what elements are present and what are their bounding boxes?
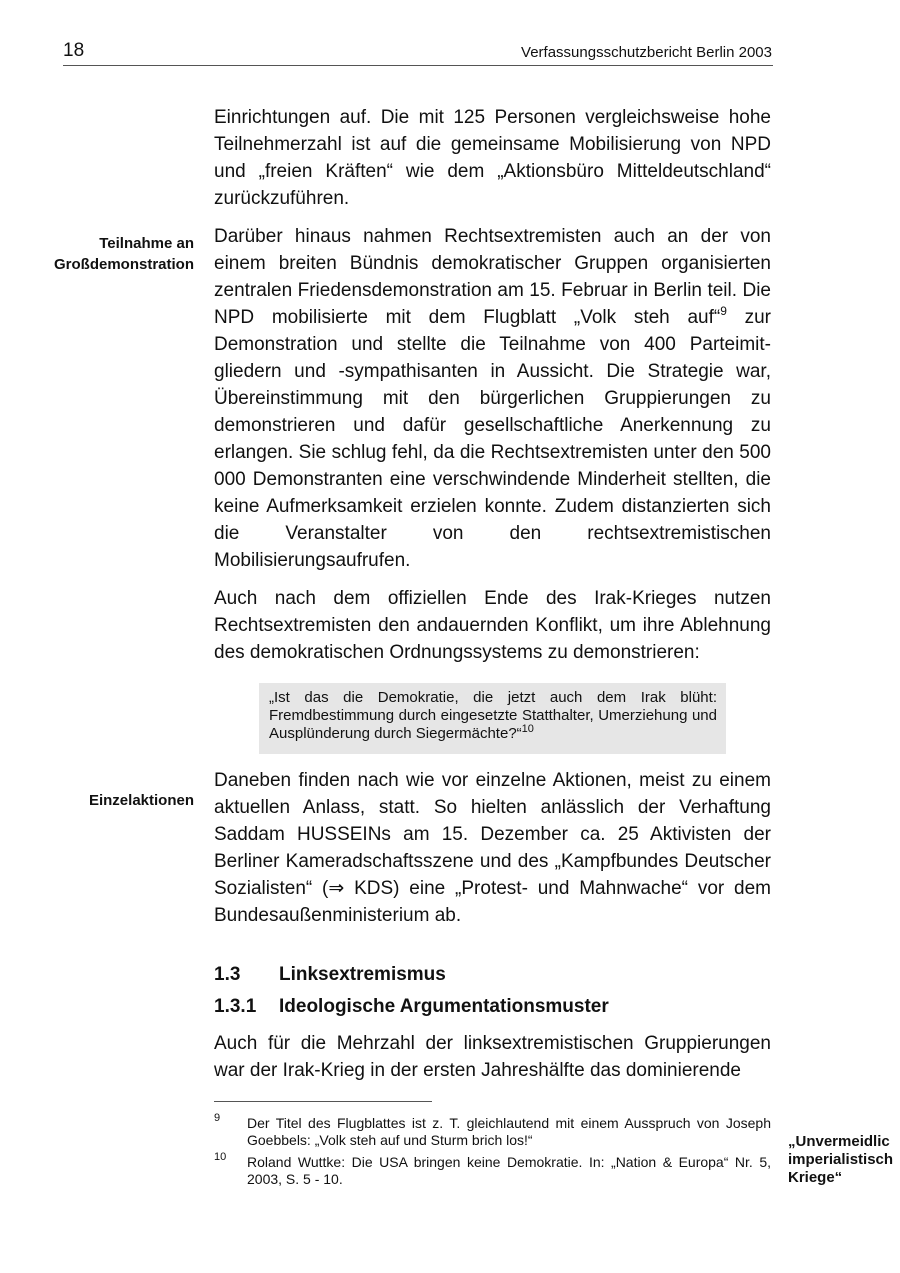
section-heading-1-3: [214, 964, 446, 986]
page-number: 18: [63, 40, 85, 61]
section-heading-1-3-1: [214, 996, 609, 1018]
paragraph-5: Auch für die Mehrzahl der linksextremistischen Gruppierungen war der Irak-Krieg in der ersten Jahreshälfte das dominierende: [214, 1033, 771, 1081]
section-number: 1.3.1: [214, 996, 257, 1017]
margin-note-line: Großdemonstration: [53, 256, 194, 273]
paragraph-2: [214, 223, 771, 574]
paragraph-1: Einrichtungen auf. Die mit 125 Personen vergleichsweise hohe Teilnehmerzahl ist auf die gemeinsame Mobilisierung von NPD und „freien Kräften“ wie dem „Aktionsbüro Mitteldeutschland“ zurückzuführen.: [214, 107, 771, 209]
quote-text: [269, 689, 717, 743]
footnote-rule: [214, 1101, 432, 1102]
footnote-mark-10: 10: [214, 1151, 227, 1163]
section-number: 1.3: [214, 964, 241, 985]
running-title: Verfassungsschutzbericht Berlin 2003: [521, 44, 772, 61]
quote-body: „Ist das die Demokratie, die jetzt auch dem Irak blüht: Fremdbestimmung durch eingesetzte Statthalter, Umerziehung und Ausplünderung durch Siegermächte?“: [269, 689, 717, 742]
callout-line: imperialistisch: [788, 1151, 894, 1168]
callout-line: Kriege“: [788, 1169, 843, 1186]
paragraph-4: Daneben finden nach wie vor einzelne Aktionen, meist zu einem aktuellen Anlass, statt. So hielten anlässlich der Verhaftung Saddam HUSSEINs am 15. Dezember ca. 25 Aktivisten der Berliner Kameradschaftsszene und des „Kampfbundes Deutscher Sozialisten“ (⇒ KDS) eine „Protest- und Mahnwache“ vor dem Bundesaußenministerium ab.: [214, 770, 771, 926]
margin-note-einzelaktionen: Einzelaktionen: [88, 792, 194, 809]
margin-note-line: Teilnahme an: [99, 235, 194, 252]
margin-note-grossdemonstration: [24, 233, 194, 275]
footnote-10: Roland Wuttke: Die USA bringen keine Demokratie. In: „Nation & Europa“ Nr. 5, 2003, S. 5 - 10.: [247, 1154, 771, 1187]
paragraph-2-text: Darüber hinaus nahmen Rechtsextremisten auch an der von einem breiten Bündnis demokratischer Gruppen organisierten zentralen Friedensdemonstration am 15. Februar in Berlin teil. Die NPD mobilisierte mit dem Flugblatt „Volk steh auf“: [214, 226, 771, 328]
footnote-ref-9[interactable]: 9: [720, 304, 727, 318]
callout-line: „Unvermeidlic: [788, 1133, 890, 1150]
header-rule: [63, 65, 773, 66]
footnote-ref-10[interactable]: 10: [521, 723, 534, 735]
margin-note-unvermeidliche-kriege: [788, 1133, 900, 1187]
section-title: Ideologische Argumentationsmuster: [279, 996, 609, 1017]
section-title: Linksextremismus: [279, 964, 446, 985]
paragraph-3: Auch nach dem offiziellen Ende des Irak-Krieges nutzen Rechtsextremisten den andauernden Konflikt, um ihre Ablehnung des demokratischen Ordnungssystems zu demonstrieren:: [214, 588, 771, 663]
footnote-9: Der Titel des Flugblattes ist z. T. gleichlautend mit einem Ausspruch von Joseph Goebbels: „Volk steh auf und Sturm brich los!“: [247, 1115, 771, 1148]
footnote-mark-9: 9: [214, 1112, 221, 1124]
paragraph-2-text: zur Demonstration und stellte die Teilnahme von 400 Parteimitgliedern und -sympathisanten in Aussicht. Die Strategie war, Übereinstimmung mit den bürgerlichen Gruppierungen zu demonstrieren und dafür gesellschaftliche Anerkennung zu erlangen. Sie schlug fehl, da die Rechtsextremisten unter den 500 000 Demonstranten eine verschwindende Minderheit stellten, die keine Aufmerksamkeit erzielen konnte. Zudem distanzierten sich die Veranstalter von den rechtsextremistischen Mobilisierungsaufrufen.: [214, 307, 771, 571]
